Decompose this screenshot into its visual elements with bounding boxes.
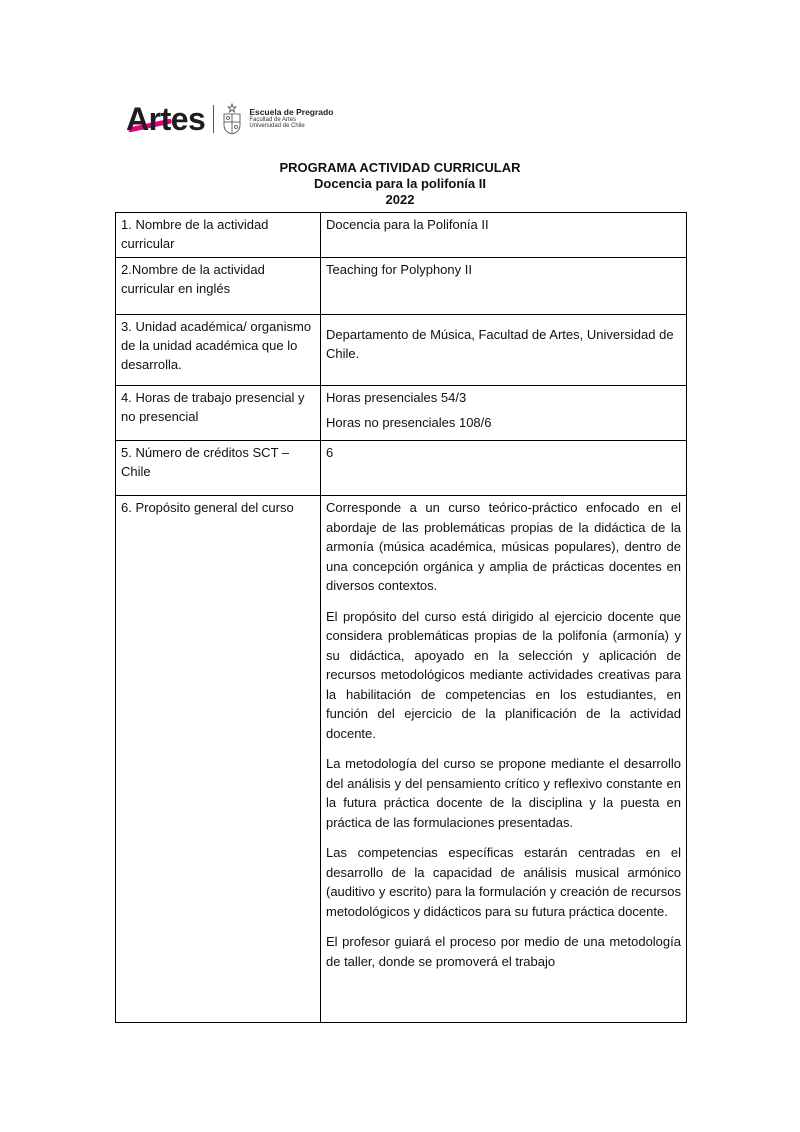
university-seal-icon: [221, 103, 243, 135]
purpose-paragraph: Las competencias específicas estarán centradas en el desarrollo de la capacidad de análisis musical armónico (auditivo y escrito) para la formulación y creación de recursos metodológicos y didácticos para su futura práctica docente.: [326, 845, 681, 919]
program-table: [115, 212, 687, 1023]
row-value: Horas presenciales 54/3 Horas no presenciales 108/6: [321, 386, 687, 441]
table-row: [116, 441, 687, 496]
logo-line-1: Escuela de Pregrado: [249, 107, 334, 118]
logo-text: [249, 108, 333, 130]
artes-logo: [126, 98, 333, 140]
row-value: Departamento de Música, Facultad de Artes, Universidad de Chile.: [321, 315, 687, 386]
logo-line-3: Universidad de Chile: [249, 123, 305, 130]
table-row: [116, 496, 687, 1023]
table-row: [116, 386, 687, 441]
course-title: Docencia para la polifonía II: [314, 176, 486, 191]
purpose-paragraph: La metodología del curso se propone mediante el desarrollo del análisis y del pensamiento crítico y reflexivo constante en la futura práctica docente de la disciplina y la puesta en práctica de las formulaciones presentadas.: [326, 756, 681, 830]
row-label: 5. Número de créditos SCT – Chile: [116, 441, 321, 496]
logo-separator: [213, 105, 214, 133]
table-row: [116, 315, 687, 386]
table-row: [116, 258, 687, 315]
purpose-paragraph: El profesor guiará el proceso por medio de una metodología de taller, donde se promoverá el trabajo: [326, 934, 681, 969]
row-label: 3. Unidad académica/ organismo de la unidad académica que lo desarrolla.: [116, 315, 321, 386]
row-value: Teaching for Polyphony II: [321, 258, 687, 315]
document-title: PROGRAMA ACTIVIDAD CURRICULAR: [279, 160, 521, 175]
document-year: 2022: [385, 192, 415, 207]
logo-line-2: Facultad de Artes: [249, 117, 297, 124]
course-purpose: [321, 496, 687, 1023]
document-heading: [0, 160, 800, 208]
table-row: [116, 213, 687, 258]
row-label: 4. Horas de trabajo presencial y no presencial: [116, 386, 321, 441]
row-value: 6: [321, 441, 687, 496]
purpose-paragraph: El propósito del curso está dirigido al ejercicio docente que considera problemáticas propias de la polifonía (armonía) y su didáctica, apoyado en la selección y aplicación de recursos metodológicos mediante actividades creativas para la habilitación de competencias en los estudiantes, en función del ejercicio de la planificación de la actividad docente.: [326, 608, 681, 741]
logo-wordmark: Artes: [126, 101, 206, 137]
row-label: 1. Nombre de la actividad curricular: [116, 213, 321, 258]
purpose-paragraph: Corresponde a un curso teórico-práctico enfocado en el abordaje de las problemáticas propias de la didáctica de la armonía (música académica, músicas populares), dentro de una concepción orgánica y amplia de prácticas docentes en diversos contextos.: [326, 500, 681, 593]
row-label: 6. Propósito general del curso: [116, 496, 321, 1023]
row-value: Docencia para la Polifonía II: [321, 213, 687, 258]
row-label: 2.Nombre de la actividad curricular en inglés: [116, 258, 321, 315]
